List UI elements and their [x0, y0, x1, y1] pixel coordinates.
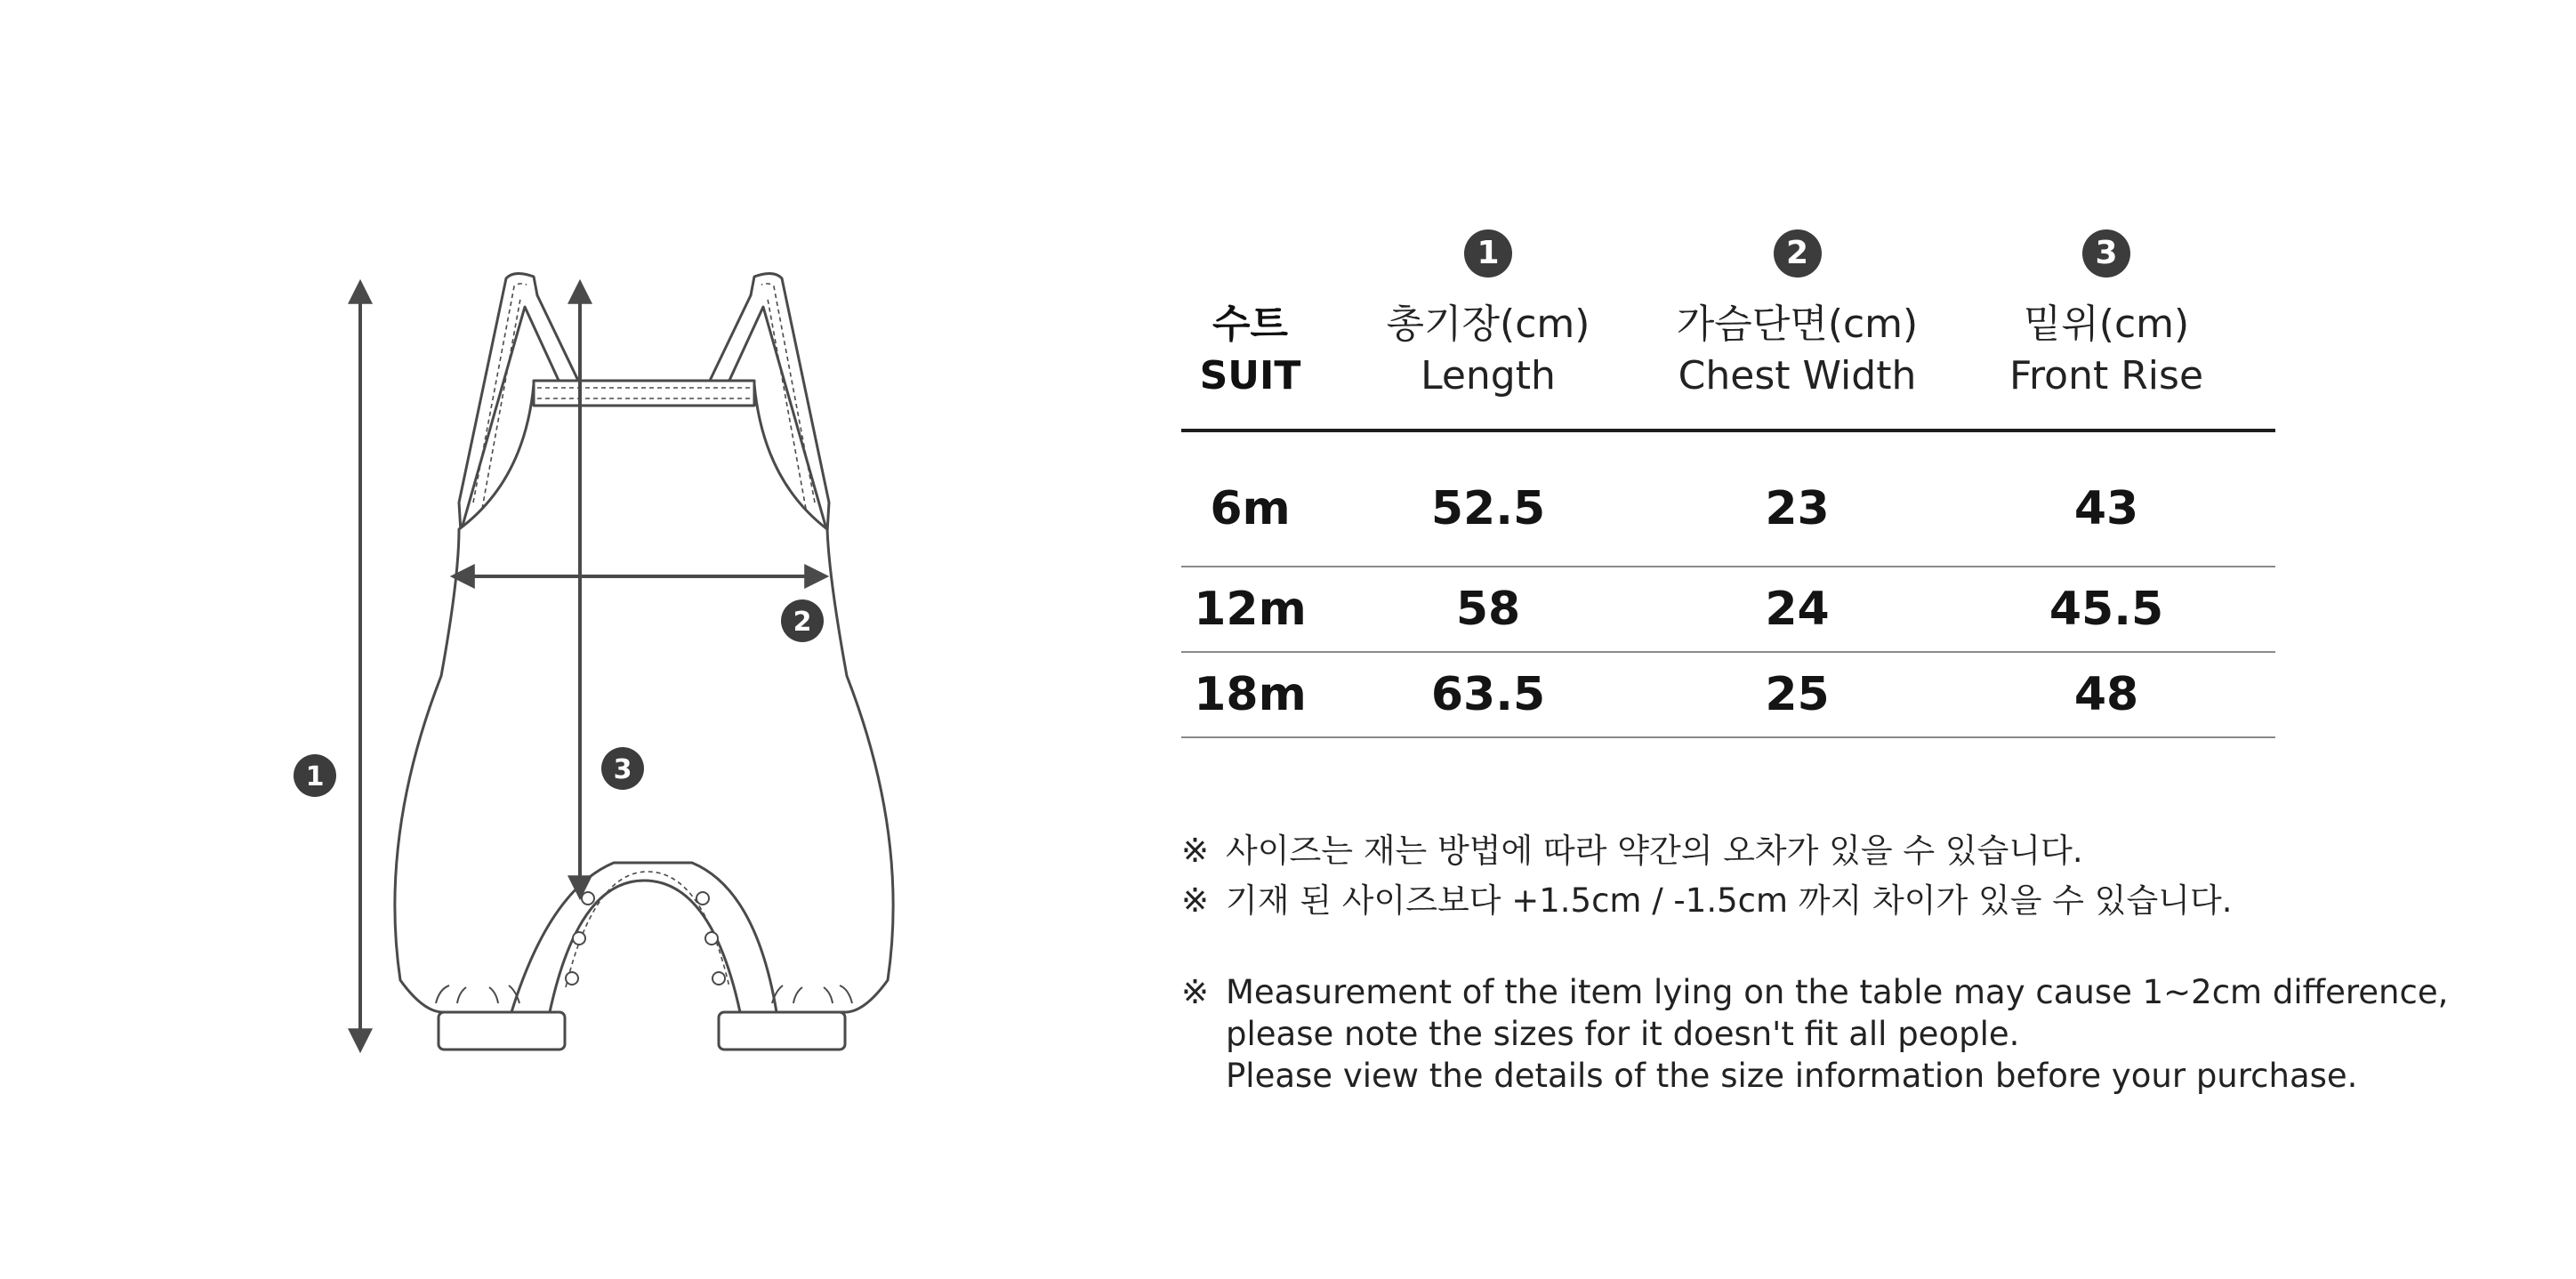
header-size [1181, 229, 1319, 430]
notes-korean [1181, 831, 2233, 930]
header-length-ko: 총기장(cm) [1386, 302, 1590, 347]
header-size-en: SUIT [1199, 353, 1301, 398]
note-line [1181, 831, 2233, 872]
length-cell: 52.5 [1319, 430, 1657, 567]
header-rise-en: Front Rise [2008, 353, 2204, 398]
left-cuff [439, 1012, 565, 1050]
table-row [1181, 567, 2275, 652]
chest-number-badge: 2 [1774, 229, 1822, 278]
romper-diagram [0, 0, 1156, 1279]
notes-english [1181, 971, 2448, 1097]
size-cell: 6m [1181, 430, 1319, 567]
note-text: 사이즈는 재는 방법에 따라 약간의 오차가 있을 수 있습니다. [1226, 832, 2083, 870]
svg-text:3: 3 [613, 754, 632, 785]
rise-cell: 48 [1937, 652, 2275, 737]
length-cell: 63.5 [1319, 652, 1657, 737]
size-cell: 18m [1181, 652, 1319, 737]
chest-cell: 24 [1657, 567, 1937, 652]
reference-mark: ※ [1181, 881, 1210, 920]
size-table [1181, 229, 2275, 738]
note-line [1181, 881, 2233, 921]
rise-number-badge: 3 [2082, 229, 2130, 278]
note-text: Measurement of the item lying on the table may cause 1~2cm difference, [1226, 973, 2449, 1011]
reference-mark: ※ [1181, 832, 1210, 870]
svg-text:2: 2 [793, 607, 812, 638]
header-size-ko: 수트 [1212, 302, 1288, 347]
header-length [1319, 229, 1657, 430]
bib-band [534, 381, 754, 406]
header-rise-ko: 밑위(cm) [2023, 302, 2190, 347]
header-length-en: Length [1421, 353, 1556, 398]
length-marker [294, 754, 336, 797]
header-chest-en: Chest Width [1678, 353, 1917, 398]
rise-marker [601, 747, 644, 790]
table-row [1181, 430, 2275, 567]
rise-cell: 45.5 [1937, 567, 2275, 652]
romper-outline [395, 273, 893, 1050]
chest-marker [781, 599, 824, 642]
note-text: 기재 된 사이즈보다 +1.5cm / -1.5cm 까지 차이가 있을 수 있습니다. [1226, 881, 2233, 920]
right-cuff [719, 1012, 845, 1050]
note-text: please note the sizes for it doesn't fit all people. [1226, 1015, 2020, 1053]
note-text: Please view the details of the size information before your purchase. [1226, 1057, 2358, 1095]
header-chest-ko: 가슴단면(cm) [1676, 302, 1919, 347]
rise-cell: 43 [1937, 430, 2275, 567]
svg-text:1: 1 [305, 761, 325, 792]
chest-cell: 23 [1657, 430, 1937, 567]
size-cell: 12m [1181, 567, 1319, 652]
header-rise [1937, 229, 2275, 430]
snap-buttons [566, 892, 725, 985]
length-cell: 58 [1319, 567, 1657, 652]
note-line [1181, 971, 2448, 1013]
header-chest [1657, 229, 1937, 430]
table-header-row [1181, 229, 2275, 430]
length-number-badge: 1 [1464, 229, 1512, 278]
table-row [1181, 652, 2275, 737]
chest-cell: 25 [1657, 652, 1937, 737]
reference-mark: ※ [1181, 973, 1210, 1011]
